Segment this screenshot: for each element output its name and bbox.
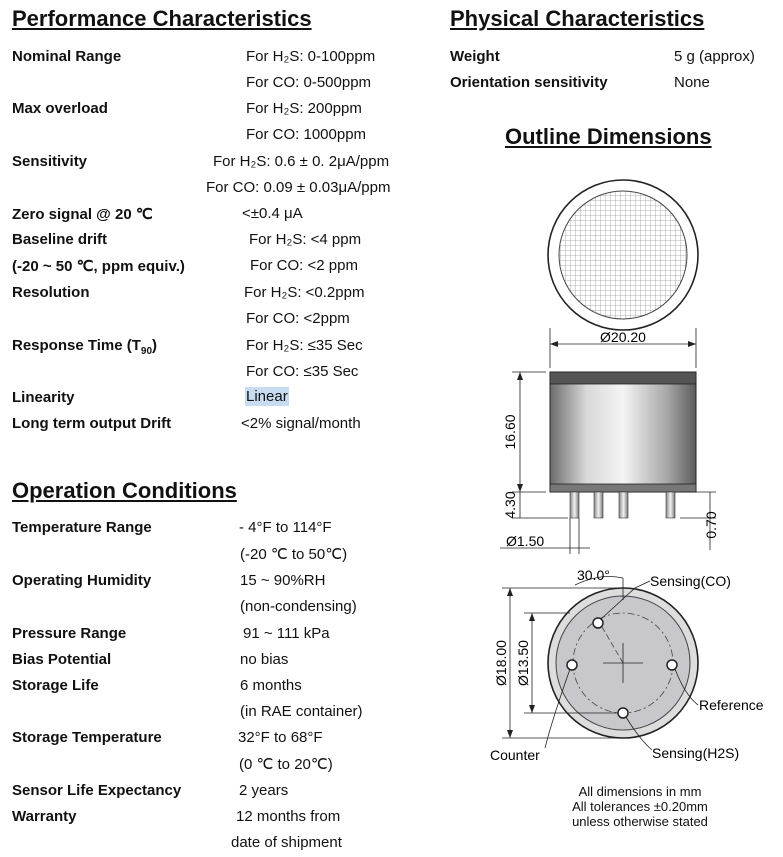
pin-counter <box>567 660 577 670</box>
zero-signal-label: Zero signal @ 20 ℃ <box>12 206 153 223</box>
resolution-h2s: For H₂S: <0.2ppm <box>244 284 365 301</box>
top-view <box>548 180 698 330</box>
operating-humidity-note: (non-condensing) <box>240 598 357 615</box>
bottom-view <box>490 567 764 763</box>
pin-1 <box>570 492 579 518</box>
response-time-label <box>12 337 157 357</box>
storage-life-value: 6 months <box>240 677 302 694</box>
orientation-label: Orientation sensitivity <box>450 74 608 91</box>
note-tolerances: All tolerances ±0.20mm <box>572 799 708 814</box>
note-otherwise: unless otherwise stated <box>572 814 708 829</box>
side-view <box>500 328 719 554</box>
storage-temperature-c: (0 ℃ to 20℃) <box>239 756 333 773</box>
orientation-value: None <box>674 74 710 91</box>
label-sensing-h2s: Sensing(H2S) <box>652 745 740 761</box>
nominal-range-co: For CO: 0-500ppm <box>246 74 372 91</box>
response-time-label-end: ) <box>152 337 158 354</box>
max-overload-label: Max overload <box>12 100 108 117</box>
angle-text: 30.0° <box>577 567 610 583</box>
bias-potential-value: no bias <box>240 651 289 668</box>
pressure-range-value: 91 ~ 111 kPa <box>243 625 330 642</box>
pin-3 <box>619 492 628 518</box>
dim-inner-dia-text: Ø13.50 <box>515 640 531 686</box>
nominal-range-label: Nominal Range <box>12 48 122 65</box>
operation-title: Operation Conditions <box>12 478 237 503</box>
output-drift-value: <2% signal/month <box>241 415 361 432</box>
pin-sensing-co <box>593 618 603 628</box>
note-dimensions: All dimensions in mm <box>578 784 702 799</box>
pin-sensing-h2s <box>618 708 628 718</box>
dim-pin-len-text: 4.30 <box>502 491 518 519</box>
output-drift-label: Long term output Drift <box>12 415 172 432</box>
storage-temperature-label: Storage Temperature <box>12 729 162 746</box>
warranty-label: Warranty <box>12 808 77 825</box>
dim-pin-dia-text: Ø1.50 <box>506 533 545 549</box>
temperature-range-c: (-20 ℃ to 50℃) <box>240 546 348 563</box>
max-overload-co: For CO: 1000ppm <box>246 126 367 143</box>
storage-life-note: (in RAE container) <box>240 703 363 720</box>
outline-drawing <box>440 160 783 850</box>
pin-4 <box>666 492 675 518</box>
resolution-co: For CO: <2ppm <box>246 310 350 327</box>
pin-reference <box>667 660 677 670</box>
label-counter: Counter <box>490 747 540 763</box>
sensitivity-label: Sensitivity <box>12 153 88 170</box>
pin-2 <box>594 492 603 518</box>
response-time-label-text: Response Time (T <box>12 337 141 354</box>
zero-signal-value: <±0.4 μA <box>242 205 303 222</box>
max-overload-h2s: For H₂S: 200ppm <box>246 100 362 117</box>
response-time-h2s: For H₂S: ≤35 Sec <box>246 337 363 354</box>
warranty-note: date of shipment <box>231 834 342 851</box>
top-mesh <box>559 191 687 319</box>
baseline-drift-co: For CO: <2 ppm <box>250 257 358 274</box>
linearity-label: Linearity <box>12 389 75 406</box>
label-reference: Reference <box>699 697 764 713</box>
weight-value: 5 g (approx) <box>674 48 755 65</box>
dim-top-text: Ø20.20 <box>600 329 646 345</box>
sensor-cap-rim <box>550 372 696 384</box>
dim-outer-dia-text: Ø18.00 <box>493 640 509 686</box>
baseline-drift-label: Baseline drift <box>12 231 108 248</box>
baseline-drift-h2s: For H₂S: <4 ppm <box>249 231 362 248</box>
operating-humidity-label: Operating Humidity <box>12 572 152 589</box>
linearity-value: Linear <box>246 388 288 405</box>
weight-label: Weight <box>450 48 500 65</box>
sensor-body <box>550 372 696 492</box>
baseline-drift-range-label: (-20 ~ 50 ℃, ppm equiv.) <box>12 258 185 275</box>
physical-title: Physical Characteristics <box>450 6 705 31</box>
sensitivity-h2s: For H₂S: 0.6 ± 0. 2μA/ppm <box>213 153 390 170</box>
nominal-range-h2s: For H₂S: 0-100ppm <box>246 48 376 65</box>
warranty-value: 12 months from <box>236 808 341 825</box>
resolution-label: Resolution <box>12 284 90 301</box>
label-sensing-co: Sensing(CO) <box>650 573 731 589</box>
sensor-life-label: Sensor Life Expectancy <box>12 782 182 799</box>
bias-potential-label: Bias Potential <box>12 651 112 668</box>
temperature-range-f: - 4°F to 114°F <box>239 519 332 536</box>
response-time-co: For CO: ≤35 Sec <box>246 363 359 380</box>
storage-temperature-f: 32°F to 68°F <box>238 729 323 746</box>
response-time-sub: 90 <box>140 346 153 357</box>
performance-title: Performance Characteristics <box>12 6 312 31</box>
dim-height-text: 16.60 <box>502 414 518 450</box>
sensitivity-co: For CO: 0.09 ± 0.03μA/ppm <box>206 179 391 196</box>
temperature-range-label: Temperature Range <box>12 519 152 536</box>
storage-life-label: Storage Life <box>12 677 99 694</box>
dim-pin-gap-text: 0.70 <box>703 511 719 539</box>
outline-title: Outline Dimensions <box>505 124 712 149</box>
pressure-range-label: Pressure Range <box>12 625 127 642</box>
operating-humidity-value: 15 ~ 90%RH <box>240 572 326 589</box>
sensor-life-value: 2 years <box>239 782 289 799</box>
